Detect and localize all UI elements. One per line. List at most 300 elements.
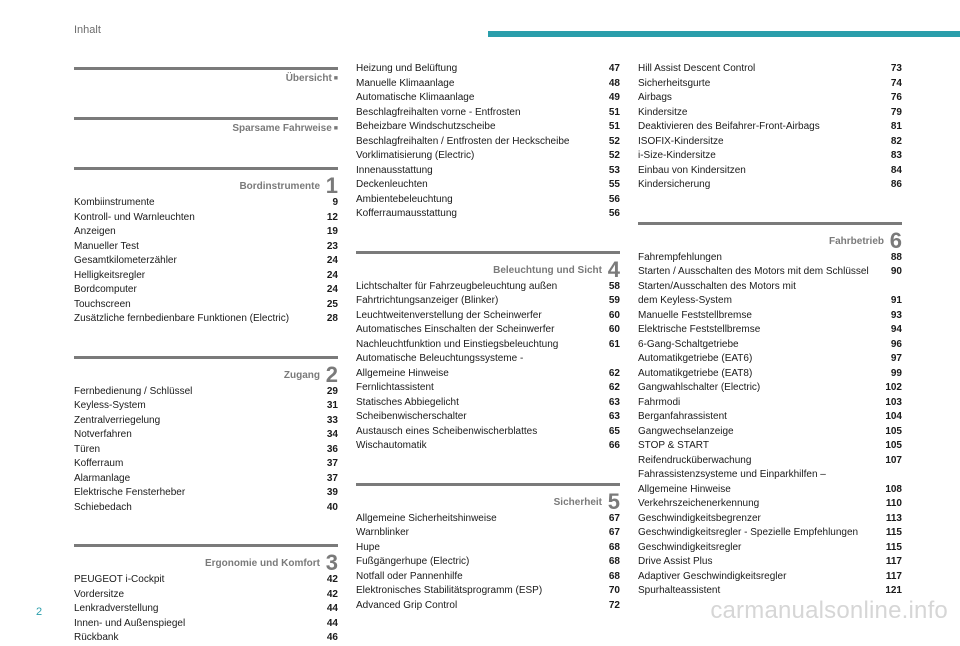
toc-entry-title: Kofferraumausstattung	[356, 208, 457, 219]
toc-entry[interactable]	[356, 207, 620, 222]
toc-entry-title: Advanced Grip Control	[356, 599, 458, 611]
toc-entry[interactable]	[356, 555, 620, 570]
toc-entry-page: 70	[608, 585, 620, 596]
toc-entry-page: 37	[326, 472, 338, 484]
toc-entry[interactable]	[356, 396, 620, 411]
toc-entry-list	[74, 196, 338, 327]
toc-column-1	[74, 62, 338, 646]
toc-entry[interactable]	[74, 254, 338, 269]
toc-entry-title: Drive Assist Plus	[638, 556, 713, 567]
toc-entry-page: 56	[608, 208, 620, 219]
toc-entry-page: 108	[885, 483, 902, 495]
toc-entry-page: 25	[326, 298, 338, 310]
toc-entry[interactable]	[638, 149, 902, 164]
section-spacer	[638, 193, 902, 217]
toc-entry-title: Notfall oder Pannenhilfe	[356, 570, 463, 582]
toc-entry-title: Deckenleuchten	[356, 179, 428, 190]
toc-entry[interactable]	[356, 164, 620, 179]
section-spacer	[356, 454, 620, 478]
toc-entry-title: Austausch eines Scheibenwischerblattes	[356, 425, 538, 437]
section-title[interactable]: Fahrbetrieb	[828, 235, 884, 247]
toc-entry[interactable]	[638, 323, 902, 338]
toc-entry-title: Kindersitze	[638, 106, 688, 118]
toc-entry-title: Spurhalteassistent	[638, 585, 721, 596]
toc-entry-title: Heizung und Belüftung	[356, 63, 458, 74]
toc-entry[interactable]	[74, 588, 338, 603]
toc-entry-title: Türen	[74, 443, 101, 455]
toc-entry[interactable]	[74, 399, 338, 414]
section-number: 3	[325, 550, 338, 575]
toc-entry-title: Einbau von Kindersitzen	[638, 164, 746, 176]
toc-entry[interactable]	[638, 367, 902, 382]
toc-entry-title: Automatisches Einschalten der Scheinwerfer	[356, 324, 555, 335]
toc-entry[interactable]	[356, 323, 620, 338]
toc-entry-page: 36	[326, 443, 338, 455]
toc-entry[interactable]	[74, 428, 338, 443]
toc-entry[interactable]	[74, 225, 338, 240]
toc-entry-page: 66	[608, 440, 620, 451]
toc-entry-page: 52	[608, 150, 620, 161]
toc-entry-page: 94	[890, 324, 902, 335]
toc-entry-title: Innenausstattung	[356, 164, 433, 176]
section-spacer	[356, 222, 620, 246]
toc-entry-page: 51	[608, 106, 620, 118]
toc-entry[interactable]	[638, 309, 902, 324]
toc-entry-page: 56	[608, 193, 620, 205]
toc-entry-page: 48	[608, 77, 620, 89]
toc-entry[interactable]	[74, 457, 338, 472]
toc-entry[interactable]	[356, 352, 620, 381]
toc-entry[interactable]	[638, 120, 902, 135]
toc-entry-title: Automatische Beleuchtungssysteme - Allgemeine Hinweise	[356, 353, 524, 379]
toc-entry-page: 67	[608, 527, 620, 538]
toc-entry-page: 37	[326, 458, 338, 469]
toc-entry-title: Berganfahrassistent	[638, 411, 727, 422]
section-heading	[356, 483, 620, 512]
toc-entry[interactable]	[638, 352, 902, 367]
toc-entry[interactable]	[356, 381, 620, 396]
toc-entry-title: STOP & START	[638, 440, 709, 451]
toc-entry-title: Reifendrucküberwachung	[638, 454, 752, 466]
toc-entry[interactable]	[74, 573, 338, 588]
toc-entry[interactable]	[638, 396, 902, 411]
toc-section	[74, 67, 338, 112]
toc-column-3	[638, 62, 902, 599]
toc-entry[interactable]	[74, 631, 338, 646]
toc-entry-title: Anzeigen	[74, 226, 116, 237]
toc-entry[interactable]	[356, 584, 620, 599]
toc-entry[interactable]	[356, 541, 620, 556]
toc-entry-title: PEUGEOT i-Cockpit	[74, 574, 165, 585]
toc-entry-title: Starten / Ausschalten des Motors mit dem Schlüssel	[638, 266, 869, 277]
toc-entry[interactable]	[74, 385, 338, 400]
toc-entry-title: Adaptiver Geschwindigkeitsregler	[638, 570, 787, 582]
toc-entry-title: Vorklimatisierung (Electric)	[356, 150, 475, 161]
toc-entry-page: 65	[608, 425, 620, 437]
toc-entry-title: Elektronisches Stabilitätsprogramm (ESP)	[356, 585, 543, 596]
toc-entry-page: 49	[608, 92, 620, 103]
toc-entry-page: 121	[885, 585, 902, 596]
toc-entry-page: 59	[608, 295, 620, 306]
toc-entry-title: Lenkradverstellung	[74, 603, 159, 614]
toc-entry-page: 55	[608, 179, 620, 190]
toc-entry-title: Manuelle Klimaanlage	[356, 77, 455, 89]
section-number: 2	[325, 361, 338, 387]
toc-entry-title: Deaktivieren des Beifahrer-Front-Airbags	[638, 121, 820, 132]
toc-entry-title: Fahrtrichtungsanzeiger (Blinker)	[356, 295, 499, 306]
toc-entry-page: 51	[608, 121, 620, 132]
toc-entry-page: 103	[885, 396, 902, 408]
toc-entry[interactable]	[638, 280, 902, 309]
toc-entry-page: 63	[608, 411, 620, 422]
toc-entry-page: 117	[885, 570, 902, 582]
section-title[interactable]: Ergonomie und Komfort	[205, 558, 320, 569]
toc-entry[interactable]	[356, 599, 620, 614]
toc-entry-page: 102	[885, 382, 902, 393]
toc-entry[interactable]	[74, 283, 338, 298]
toc-entry-title: Vordersitze	[74, 588, 125, 600]
toc-entry-title: Sicherheitsgurte	[638, 77, 711, 89]
section-spacer	[74, 515, 338, 539]
toc-entry-title: ISOFIX-Kindersitze	[638, 135, 724, 147]
toc-entry-page: 82	[890, 135, 902, 147]
toc-entry-title: Statisches Abbiegelicht	[356, 396, 459, 408]
toc-entry-title: Hill Assist Descent Control	[638, 63, 756, 74]
toc-entry[interactable]	[638, 410, 902, 425]
toc-entry-page: 24	[326, 269, 338, 281]
section-title[interactable]: Sparsame Fahrweise ■	[232, 123, 338, 134]
toc-entry-title: Manuelle Feststellbremse	[638, 309, 752, 321]
toc-entry-list	[356, 280, 620, 454]
toc-entry-page: 79	[890, 106, 902, 118]
toc-entry-list	[638, 251, 902, 599]
toc-entry-title: Geschwindigkeitsregler	[638, 541, 742, 553]
toc-section	[74, 167, 338, 351]
toc-entry-page: 88	[890, 251, 902, 263]
toc-entry-title: Airbags	[638, 92, 672, 103]
toc-entry[interactable]	[74, 443, 338, 458]
toc-entry[interactable]	[74, 196, 338, 211]
toc-entry-title: Leuchtweitenverstellung der Scheinwerfer	[356, 309, 542, 321]
section-heading	[74, 67, 338, 88]
toc-section	[74, 544, 338, 646]
toc-entry-title: Automatische Klimaanlage	[356, 92, 475, 103]
section-spacer	[74, 88, 338, 112]
toc-entry[interactable]	[356, 62, 620, 77]
toc-entry[interactable]	[356, 149, 620, 164]
toc-entry[interactable]	[74, 211, 338, 226]
toc-entry-page: 62	[608, 367, 620, 379]
toc-section	[356, 483, 620, 614]
section-heading	[74, 544, 338, 573]
toc-entry[interactable]	[356, 91, 620, 106]
toc-entry-page: 44	[326, 617, 338, 629]
toc-entry-title: Beschlagfreihalten vorne - Entfrosten	[356, 106, 521, 118]
toc-entry-title: Alarmanlage	[74, 472, 131, 484]
toc-entry-title: Zentralverriegelung	[74, 414, 161, 426]
toc-entry-title: Touchscreen	[74, 298, 131, 310]
toc-entry-page: 110	[885, 498, 902, 509]
toc-entry-page: 68	[608, 556, 620, 567]
toc-entry-title: Starten/Ausschalten des Motors mit dem Keyless-System	[638, 280, 796, 306]
toc-entry-title: Verkehrszeichenerkennung	[638, 498, 760, 509]
toc-entry[interactable]	[638, 135, 902, 150]
toc-entry[interactable]	[356, 425, 620, 440]
toc-entry-page: 46	[326, 632, 338, 643]
toc-entry-page: 39	[326, 487, 338, 498]
toc-entry-page: 58	[608, 280, 620, 292]
toc-entry-title: 6-Gang-Schaltgetriebe	[638, 338, 739, 350]
toc-entry-list	[74, 573, 338, 646]
toc-section	[356, 251, 620, 478]
section-heading	[74, 356, 338, 385]
toc-entry-list	[356, 62, 620, 222]
toc-entry-title: Nachleuchtfunktion und Einstiegsbeleuchtung	[356, 338, 559, 350]
toc-entry[interactable]	[74, 240, 338, 255]
toc-entry[interactable]	[638, 555, 902, 570]
section-spacer	[74, 138, 338, 162]
toc-entry[interactable]	[638, 526, 902, 541]
toc-entry-page: 33	[326, 414, 338, 426]
toc-entry-title: Kindersicherung	[638, 179, 711, 190]
toc-entry-page: 115	[885, 527, 902, 538]
toc-entry[interactable]	[356, 309, 620, 324]
toc-entry-title: Geschwindigkeitsbegrenzer	[638, 512, 761, 524]
toc-entry-title: Kombiinstrumente	[74, 197, 155, 208]
toc-entry-page: 40	[326, 501, 338, 513]
toc-entry-page: 24	[326, 255, 338, 266]
toc-entry[interactable]	[74, 486, 338, 501]
toc-entry-page: 73	[890, 63, 902, 74]
toc-entry-title: Zusätzliche fernbedienbare Funktionen (Electric)	[74, 313, 290, 324]
toc-entry-title: Schiebedach	[74, 501, 132, 513]
toc-entry-page: 91	[890, 295, 902, 306]
toc-entry-page: 47	[608, 63, 620, 74]
toc-entry[interactable]	[638, 251, 902, 266]
toc-entry-title: Kontroll- und Warnleuchten	[74, 211, 195, 223]
toc-entry[interactable]	[356, 178, 620, 193]
toc-entry[interactable]	[356, 410, 620, 425]
toc-entry[interactable]	[356, 106, 620, 121]
toc-entry-title: Notverfahren	[74, 429, 132, 440]
section-number: 5	[607, 488, 620, 514]
toc-entry-page: 113	[885, 512, 902, 524]
toc-entry[interactable]	[638, 178, 902, 193]
toc-entry-title: Scheibenwischerschalter	[356, 411, 467, 422]
section-title[interactable]: Sicherheit	[553, 496, 602, 508]
toc-entry-title: Bordcomputer	[74, 284, 137, 295]
toc-entry-title: Helligkeitsregler	[74, 269, 146, 281]
toc-entry-page: 23	[326, 240, 338, 252]
section-number: 6	[889, 227, 902, 253]
toc-entry-page: 97	[890, 353, 902, 364]
toc-entry[interactable]	[638, 468, 902, 497]
section-number: 4	[607, 256, 620, 282]
toc-entry-page: 72	[608, 599, 620, 611]
toc-entry-page: 34	[326, 429, 338, 440]
toc-entry-page: 93	[890, 309, 902, 321]
toc-entry-title: Beschlagfreihalten / Entfrosten der Heckscheibe	[356, 135, 570, 147]
toc-entry-page: 44	[326, 603, 338, 614]
toc-entry-page: 28	[326, 313, 338, 324]
toc-entry-title: Manueller Test	[74, 240, 139, 252]
toc-entry[interactable]	[638, 439, 902, 454]
toc-entry-page: 62	[608, 382, 620, 393]
toc-entry-page: 67	[608, 512, 620, 524]
page-number: 2	[36, 606, 43, 618]
toc-entry[interactable]	[356, 570, 620, 585]
toc-entry-title: Fahrmodi	[638, 396, 681, 408]
toc-entry[interactable]	[356, 439, 620, 454]
toc-entry[interactable]	[638, 512, 902, 527]
section-heading	[74, 117, 338, 138]
toc-entry-page: 9	[332, 197, 338, 208]
toc-entry-page: 84	[890, 164, 902, 176]
toc-entry[interactable]	[74, 617, 338, 632]
toc-entry-page: 31	[326, 400, 338, 411]
toc-entry-title: Hupe	[356, 541, 380, 553]
toc-entry[interactable]	[638, 91, 902, 106]
toc-section	[638, 62, 902, 217]
toc-section	[74, 356, 338, 540]
toc-entry-title: Ambientebeleuchtung	[356, 193, 453, 205]
toc-section	[638, 222, 902, 599]
toc-entry-page: 105	[885, 440, 902, 451]
toc-entry-title: Gangwahlschalter (Electric)	[638, 382, 761, 393]
toc-entry[interactable]	[356, 526, 620, 541]
toc-entry-title: Rückbank	[74, 632, 119, 643]
section-heading	[356, 251, 620, 280]
toc-entry-page: 86	[890, 179, 902, 190]
toc-entry[interactable]	[638, 381, 902, 396]
toc-entry-page: 52	[608, 135, 620, 147]
toc-entry-page: 53	[608, 164, 620, 176]
toc-entry-title: Gesamtkilometerzähler	[74, 255, 177, 266]
toc-entry-title: Fahrempfehlungen	[638, 251, 722, 263]
toc-entry-title: Geschwindigkeitsregler - Spezielle Empfehlungen	[638, 527, 859, 538]
watermark: carmanualsonline.info	[710, 597, 948, 624]
toc-entry-page: 76	[890, 92, 902, 103]
toc-entry[interactable]	[638, 497, 902, 512]
toc-entry[interactable]	[638, 62, 902, 77]
toc-entry-title: Fußgängerhupe (Electric)	[356, 556, 470, 567]
toc-entry-title: Warnblinker	[356, 527, 409, 538]
toc-entry-list	[74, 385, 338, 516]
toc-entry-title: Fahrassistenzsysteme und Einparkhilfen – Allgemeine Hinweise	[638, 469, 826, 495]
toc-entry[interactable]	[74, 298, 338, 313]
toc-entry[interactable]	[638, 338, 902, 353]
toc-entry[interactable]	[638, 77, 902, 92]
toc-entry-page: 29	[326, 385, 338, 397]
toc-entry-page: 96	[890, 338, 902, 350]
toc-entry-title: Fernbedienung / Schlüssel	[74, 385, 193, 397]
section-title[interactable]: Übersicht ■	[286, 73, 338, 84]
toc-entry-page: 68	[608, 541, 620, 553]
section-number: 1	[325, 173, 338, 198]
toc-entry-page: 90	[890, 266, 902, 277]
toc-entry-title: Wischautomatik	[356, 440, 427, 451]
toc-entry[interactable]	[638, 425, 902, 440]
toc-entry-title: Innen- und Außenspiegel	[74, 617, 186, 629]
toc-entry-title: Fernlichtassistent	[356, 382, 434, 393]
toc-entry-page: 107	[885, 454, 902, 466]
toc-entry[interactable]	[74, 414, 338, 429]
toc-entry-page: 12	[326, 211, 338, 223]
toc-entry-page: 42	[326, 574, 338, 585]
toc-entry[interactable]	[356, 77, 620, 92]
section-heading	[638, 222, 902, 251]
toc-entry-page: 68	[608, 570, 620, 582]
toc-entry-title: Elektrische Feststellbremse	[638, 324, 761, 335]
toc-entry[interactable]	[356, 294, 620, 309]
toc-entry[interactable]	[356, 193, 620, 208]
toc-column-2	[356, 62, 620, 613]
toc-entry[interactable]	[638, 454, 902, 469]
toc-entry-page: 83	[890, 150, 902, 161]
toc-entry-page: 24	[326, 284, 338, 295]
toc-entry[interactable]	[74, 269, 338, 284]
toc-entry-page: 19	[326, 226, 338, 237]
toc-entry[interactable]	[638, 541, 902, 556]
toc-entry-title: Beheizbare Windschutzscheibe	[356, 121, 496, 132]
toc-entry-page: 60	[608, 324, 620, 335]
toc-entry-title: Allgemeine Sicherheitshinweise	[356, 512, 497, 524]
toc-entry[interactable]	[74, 312, 338, 327]
toc-section	[74, 117, 338, 162]
toc-entry-page: 115	[885, 541, 902, 553]
toc-entry-title: Keyless-System	[74, 400, 146, 411]
toc-entry-title: Automatikgetriebe (EAT8)	[638, 367, 753, 379]
toc-entry-page: 42	[326, 588, 338, 600]
toc-section	[356, 62, 620, 246]
toc-entry-title: Elektrische Fensterheber	[74, 487, 186, 498]
header-accent-bar	[488, 31, 960, 37]
toc-entry-title: Kofferraum	[74, 458, 124, 469]
toc-entry-page: 117	[885, 556, 902, 567]
toc-entry[interactable]	[356, 512, 620, 527]
toc-entry-page: 74	[890, 77, 902, 89]
section-title[interactable]: Zugang	[283, 369, 320, 381]
toc-entry[interactable]	[638, 106, 902, 121]
toc-entry-list	[638, 62, 902, 193]
toc-entry[interactable]	[74, 602, 338, 617]
toc-entry-page: 99	[890, 367, 902, 379]
toc-entry[interactable]	[638, 164, 902, 179]
toc-entry[interactable]	[356, 135, 620, 150]
toc-entry-page: 61	[608, 338, 620, 350]
toc-entry[interactable]	[74, 501, 338, 516]
toc-entry-title: Gangwechselanzeige	[638, 425, 734, 437]
toc-entry-page: 63	[608, 396, 620, 408]
section-heading	[74, 167, 338, 196]
toc-entry[interactable]	[638, 265, 902, 280]
toc-entry-title: Automatikgetriebe (EAT6)	[638, 353, 753, 364]
toc-entry-page: 104	[885, 411, 902, 422]
section-title[interactable]: Bordinstrumente	[239, 181, 320, 192]
section-title[interactable]: Beleuchtung und Sicht	[493, 264, 602, 276]
section-spacer	[74, 327, 338, 351]
toc-entry-title: i-Size-Kindersitze	[638, 150, 716, 161]
toc-entry[interactable]	[356, 120, 620, 135]
toc-entry-page: 60	[608, 309, 620, 321]
toc-entry[interactable]	[74, 472, 338, 487]
toc-entry-page: 105	[885, 425, 902, 437]
toc-entry[interactable]	[638, 570, 902, 585]
toc-entry-title: Lichtschalter für Fahrzeugbeleuchtung außen	[356, 280, 558, 292]
toc-entry-page: 81	[890, 121, 902, 132]
toc-entry[interactable]	[356, 338, 620, 353]
toc-entry[interactable]	[356, 280, 620, 295]
